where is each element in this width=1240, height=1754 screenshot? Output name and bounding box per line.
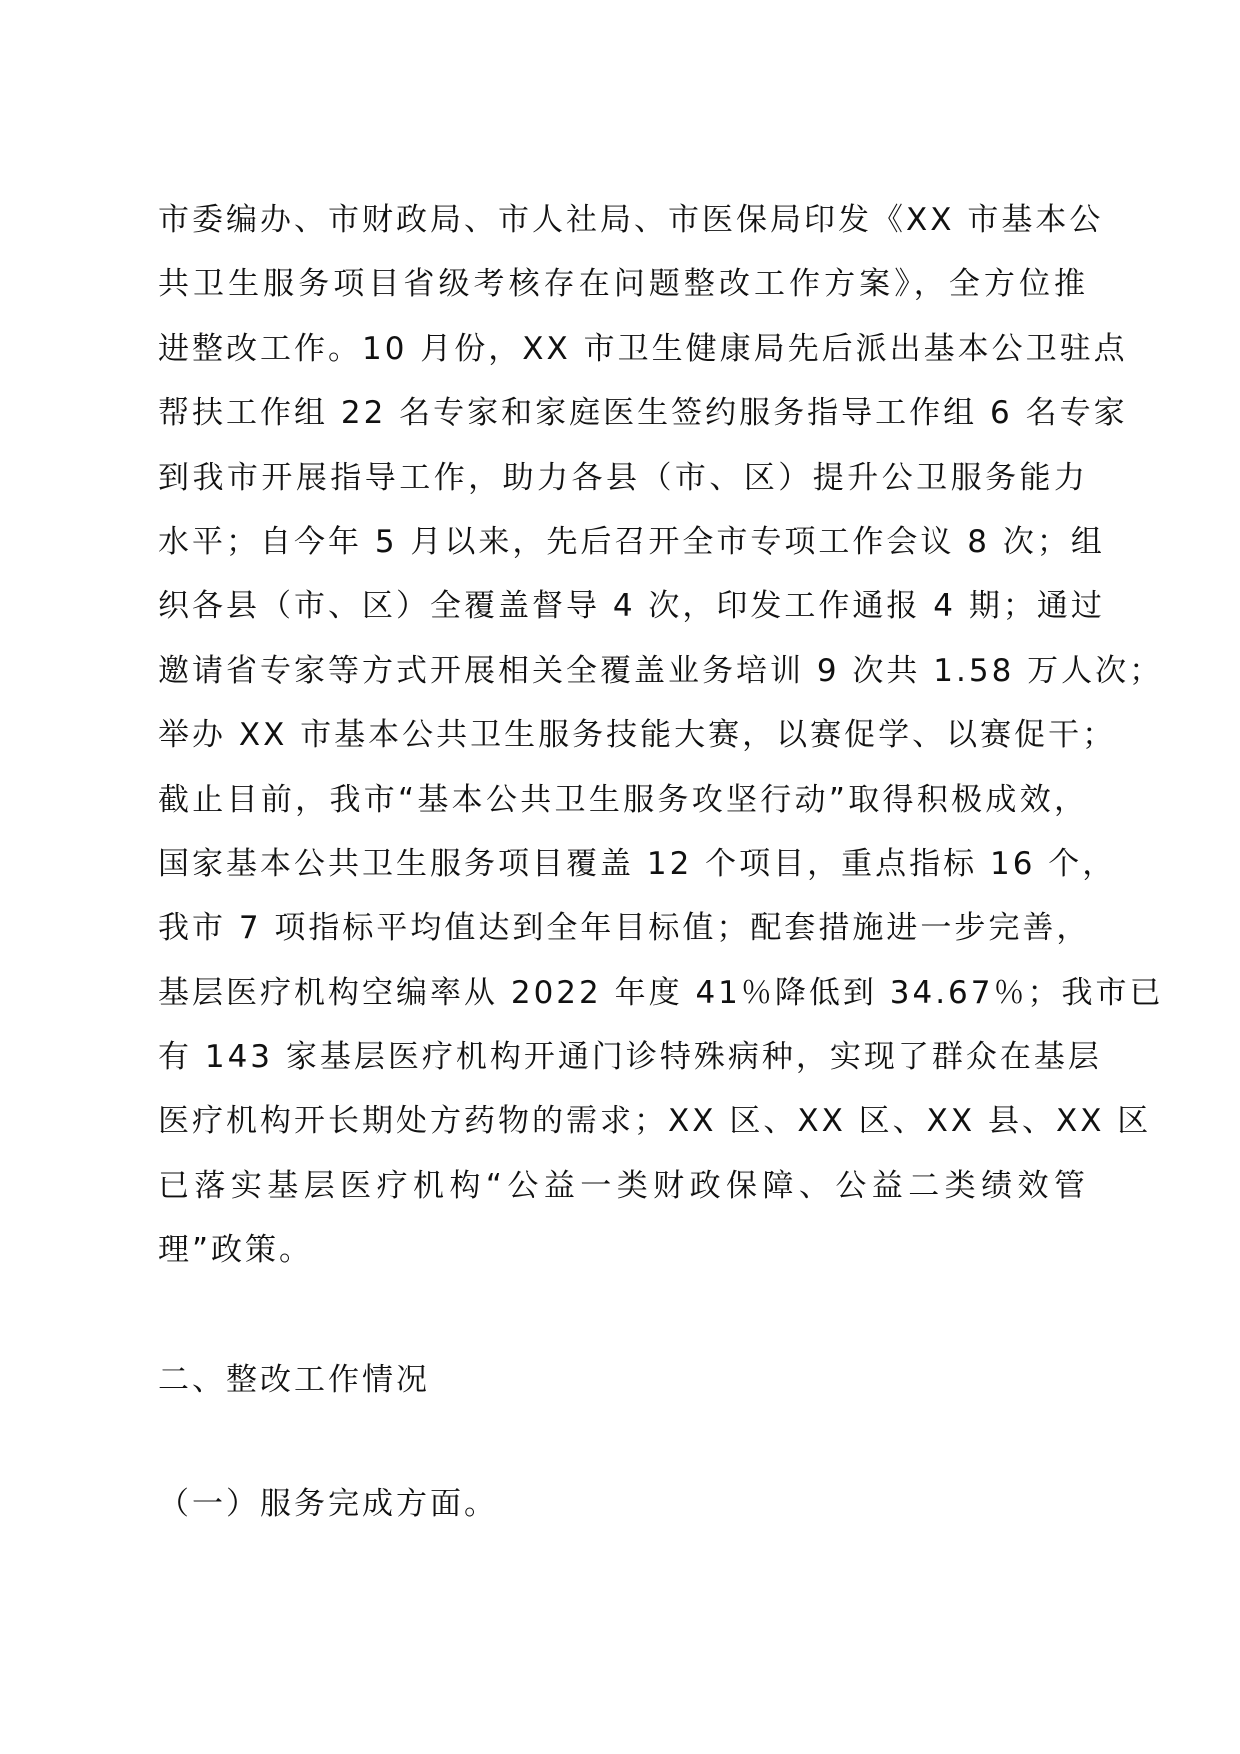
paragraph-line: 有 143 家基层医疗机构开通门诊特殊病种，实现了群众在基层 <box>158 1039 1102 1076</box>
paragraph-line: 理”政策。 <box>158 1232 314 1269</box>
paragraph-line: 到我市开展指导工作，助力各县（市、区）提升公卫服务能力 <box>158 459 1088 496</box>
paragraph-line: 国家基本公共卫生服务项目覆盖 12 个项目，重点指标 16 个， <box>158 845 1117 882</box>
paragraph-line: 已落实基层医疗机构“公益一类财政保障、公益二类绩效管 <box>158 1167 1088 1204</box>
subsection-heading: （一）服务完成方面。 <box>158 1486 498 1522</box>
section-heading: 二、整改工作情况 <box>158 1362 430 1398</box>
paragraph-line: 进整改工作。10 月份，XX 市卫生健康局先后派出基本公卫驻点 <box>158 330 1128 367</box>
paragraph-line: 截止目前，我市“基本公共卫生服务攻坚行动”取得积极成效， <box>158 781 1088 818</box>
paragraph-line: 织各县（市、区）全覆盖督导 4 次，印发工作通报 4 期；通过 <box>158 588 1105 625</box>
paragraph-line: 举办 XX 市基本公共卫生服务技能大赛，以赛促学、以赛促干； <box>158 717 1117 754</box>
paragraph-line: 市委编办、市财政局、市人社局、市医保局印发《XX 市基本公 <box>158 202 1104 238</box>
paragraph-line: 帮扶工作组 22 名专家和家庭医生签约服务指导工作组 6 名专家 <box>158 395 1128 432</box>
paragraph-line: 水平；自今年 5 月以来，先后召开全市专项工作会议 8 次；组 <box>158 523 1105 560</box>
paragraph-line: 医疗机构开长期处方药物的需求；XX 区、XX 区、XX 县、XX 区 <box>158 1103 1152 1140</box>
paragraph-line: 共卫生服务项目省级考核存在问题整改工作方案》，全方位推 <box>158 266 1088 303</box>
paragraph-line: 基层医疗机构空编率从 2022 年度 41％降低到 34.67％；我市已 <box>158 974 1164 1011</box>
paragraph-line: 我市 7 项指标平均值达到全年目标值；配套措施进一步完善， <box>158 910 1091 947</box>
paragraph-line: 邀请省专家等方式开展相关全覆盖业务培训 9 次共 1.58 万人次； <box>158 652 1164 689</box>
body-paragraph <box>158 188 1164 1283</box>
